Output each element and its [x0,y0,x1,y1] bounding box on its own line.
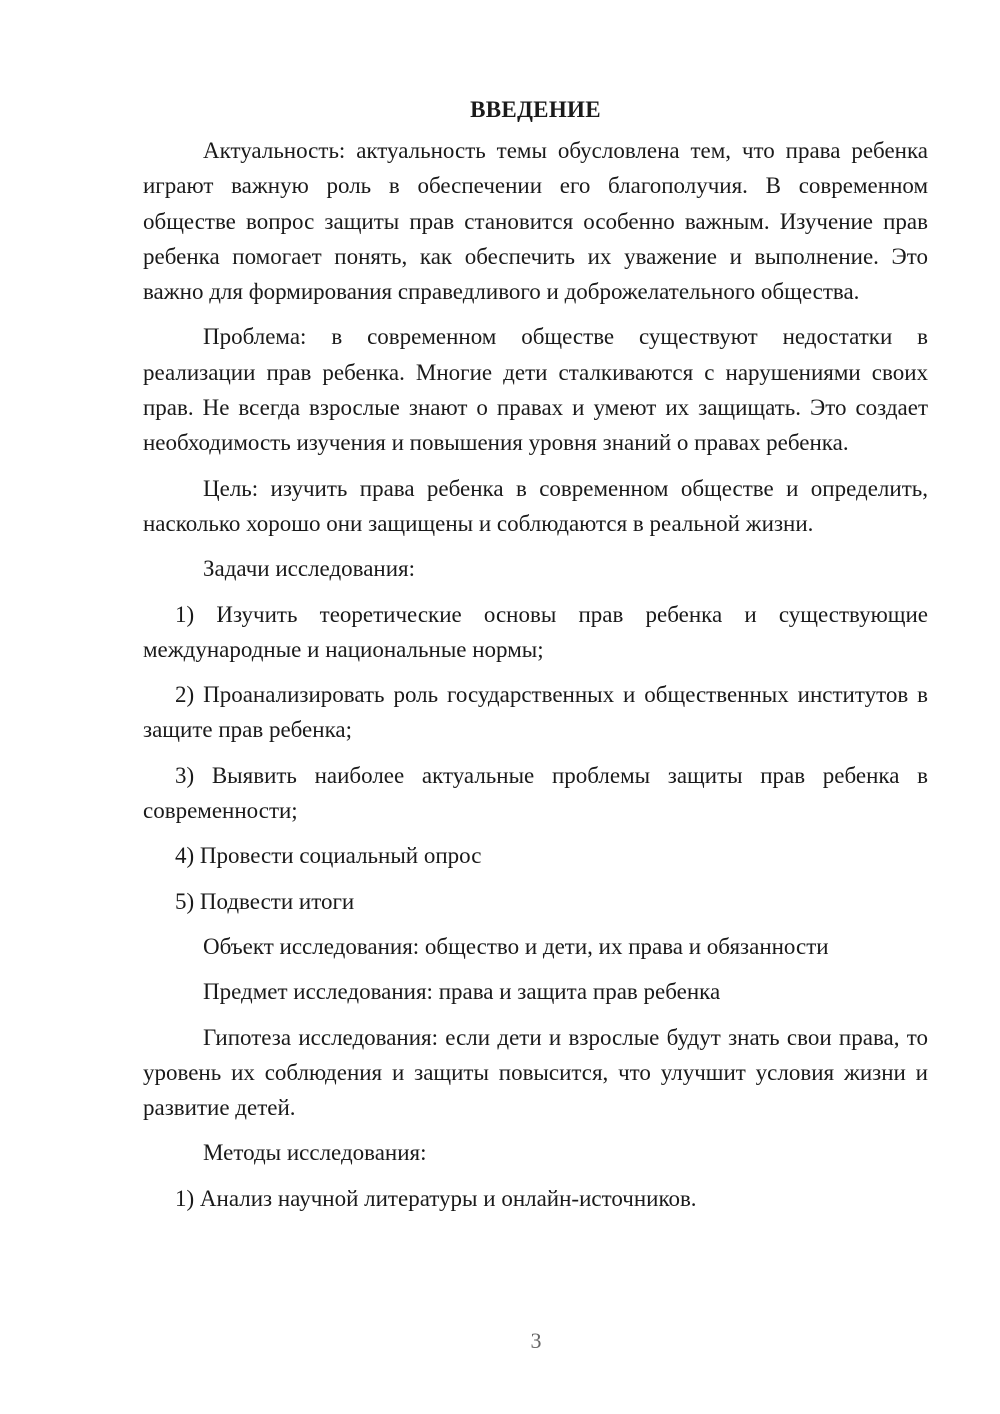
methods-heading: Методы исследования: [203,1140,427,1166]
task-item-3: 3) Выявить наиболее актуальные проблемы защиты прав ребенка в современности; [143,762,928,824]
subject-paragraph: Предмет исследования: права и защита прав ребенка [203,979,721,1005]
relevance-paragraph: Актуальность: актуальность темы обусловлена тем, что права ребенка играют важную роль в обеспечении его благополучия. В современном обществе вопрос защиты прав становится особенно важным. Изучение прав ребенка помогает понять, как обеспечить их уважение и выполнение. Это важно для формирования справедливого и доброжелательного общества. [143,138,928,305]
problem-paragraph: Проблема: в современном обществе существуют недостатки в реализации прав ребенка. Многие дети сталкиваются с нарушениями своих прав. Не всегда взрослые знают о правах и умеют их защищать. Это создает необходимость изучения и повышения уровня знаний о правах ребенка. [143,324,928,456]
section-title: ВВЕДЕНИЕ [470,97,601,122]
tasks-heading: Задачи исследования: [203,556,416,582]
hypothesis-paragraph: Гипотеза исследования: если дети и взрослые будут знать свои права, то уровень их соблюдения и защиты повысится, что улучшит условия жизни и развитие детей. [143,1024,928,1121]
task-item-4: 4) Провести социальный опрос [175,843,482,869]
task-item-5: 5) Подвести итоги [175,888,355,914]
page-number: 3 [530,1328,542,1353]
object-paragraph: Объект исследования: общество и дети, их права и обязанности [203,933,829,959]
task-item-2: 2) Проанализировать роль государственных и общественных институтов в защите прав ребенка; [143,682,928,743]
goal-paragraph: Цель: изучить права ребенка в современном обществе и определить, насколько хорошо они защищены и соблюдаются в реальной жизни. [143,475,928,536]
task-item-1: 1) Изучить теоретические основы прав ребенка и существующие международные и национальные нормы; [143,601,928,662]
method-item-1: 1) Анализ научной литературы и онлайн-источников. [175,1185,697,1211]
document-page [143,92,928,1226]
